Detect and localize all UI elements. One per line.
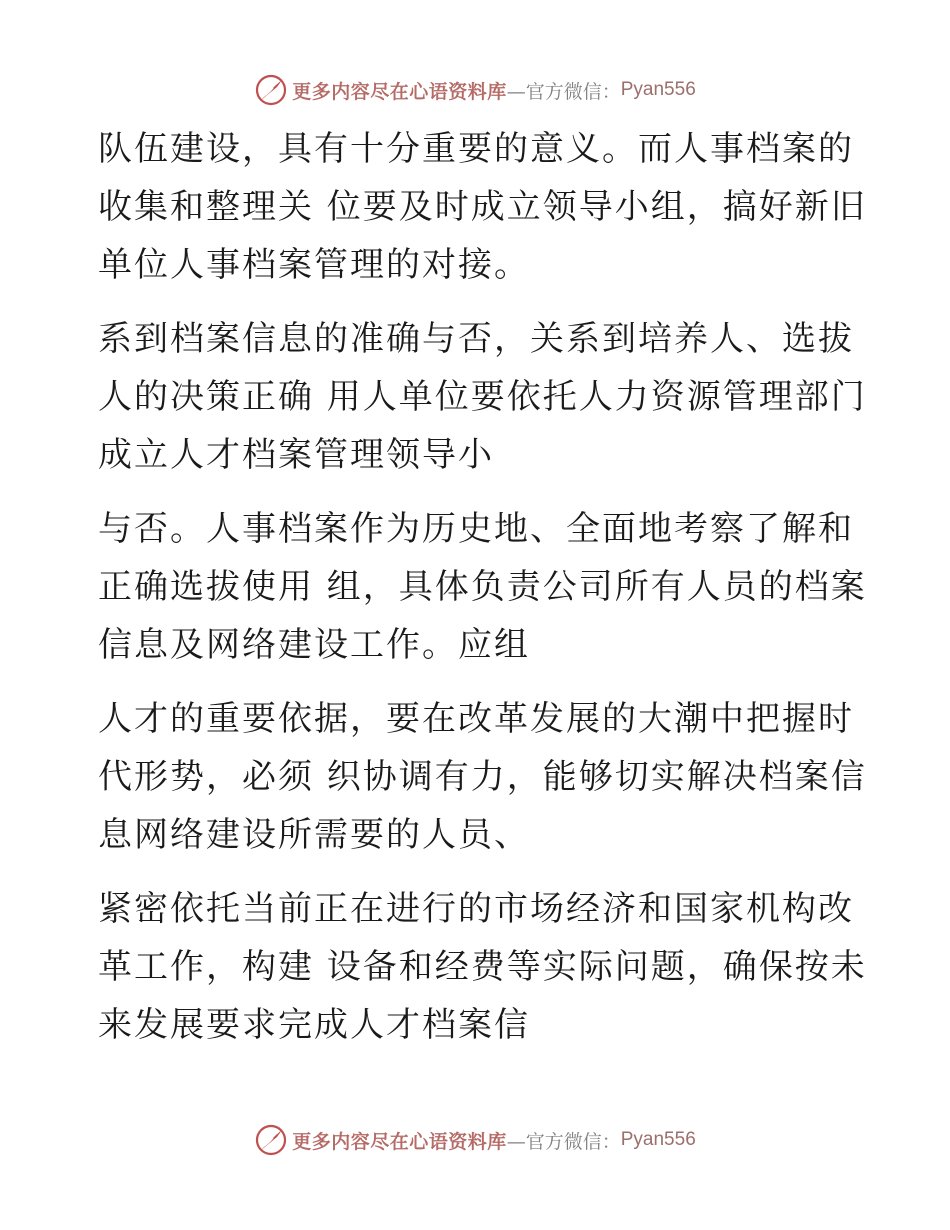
header-wechat-label: —官方微信： — [506, 80, 621, 103]
text-line: 成立人才档案管理领导小 — [98, 435, 494, 475]
text-line: 人的决策正确 用人单位要依托人力资源管理部门 — [98, 377, 867, 417]
quill-logo-icon — [254, 1123, 288, 1157]
footer-wechat-label: —官方微信： — [506, 1130, 621, 1153]
footer-site-name: 更多内容尽在心语资料库 — [292, 1130, 507, 1153]
header-wechat-id: Pyan556 — [620, 79, 696, 100]
document-body — [98, 120, 867, 1070]
text-line: 革工作，构建 设备和经费等实际问题，确保按未 — [98, 947, 867, 987]
text-line: 收集和整理关 位要及时成立领导小组，搞好新旧 — [98, 187, 867, 227]
text-line: 系到档案信息的准确与否，关系到培养人、选拔 — [98, 319, 854, 359]
header-watermark — [0, 70, 950, 110]
paragraph-2 — [98, 310, 867, 484]
paragraph-4 — [98, 690, 867, 864]
paragraph-5 — [98, 880, 867, 1054]
footer-wechat-id: Pyan556 — [620, 1129, 696, 1150]
footer-watermark — [0, 1120, 950, 1160]
text-line: 人才的重要依据，要在改革发展的大潮中把握时 — [98, 699, 854, 739]
paragraph-1 — [98, 120, 867, 294]
quill-logo-icon — [254, 73, 288, 107]
text-line: 信息及网络建设工作。应组 — [98, 625, 530, 665]
header-site-name: 更多内容尽在心语资料库 — [292, 80, 507, 103]
text-line: 紧密依托当前正在进行的市场经济和国家机构改 — [98, 889, 854, 929]
text-line: 单位人事档案管理的对接。 — [98, 245, 530, 285]
paragraph-3 — [98, 500, 867, 674]
text-line: 队伍建设，具有十分重要的意义。而人事档案的 — [98, 129, 854, 169]
text-line: 息网络建设所需要的人员、 — [98, 815, 530, 855]
text-line: 正确选拔使用 组，具体负责公司所有人员的档案 — [98, 567, 867, 607]
text-line: 来发展要求完成人才档案信 — [98, 1005, 530, 1045]
text-line: 代形势，必须 织协调有力，能够切实解决档案信 — [98, 757, 867, 797]
text-line: 与否。人事档案作为历史地、全面地考察了解和 — [98, 509, 854, 549]
